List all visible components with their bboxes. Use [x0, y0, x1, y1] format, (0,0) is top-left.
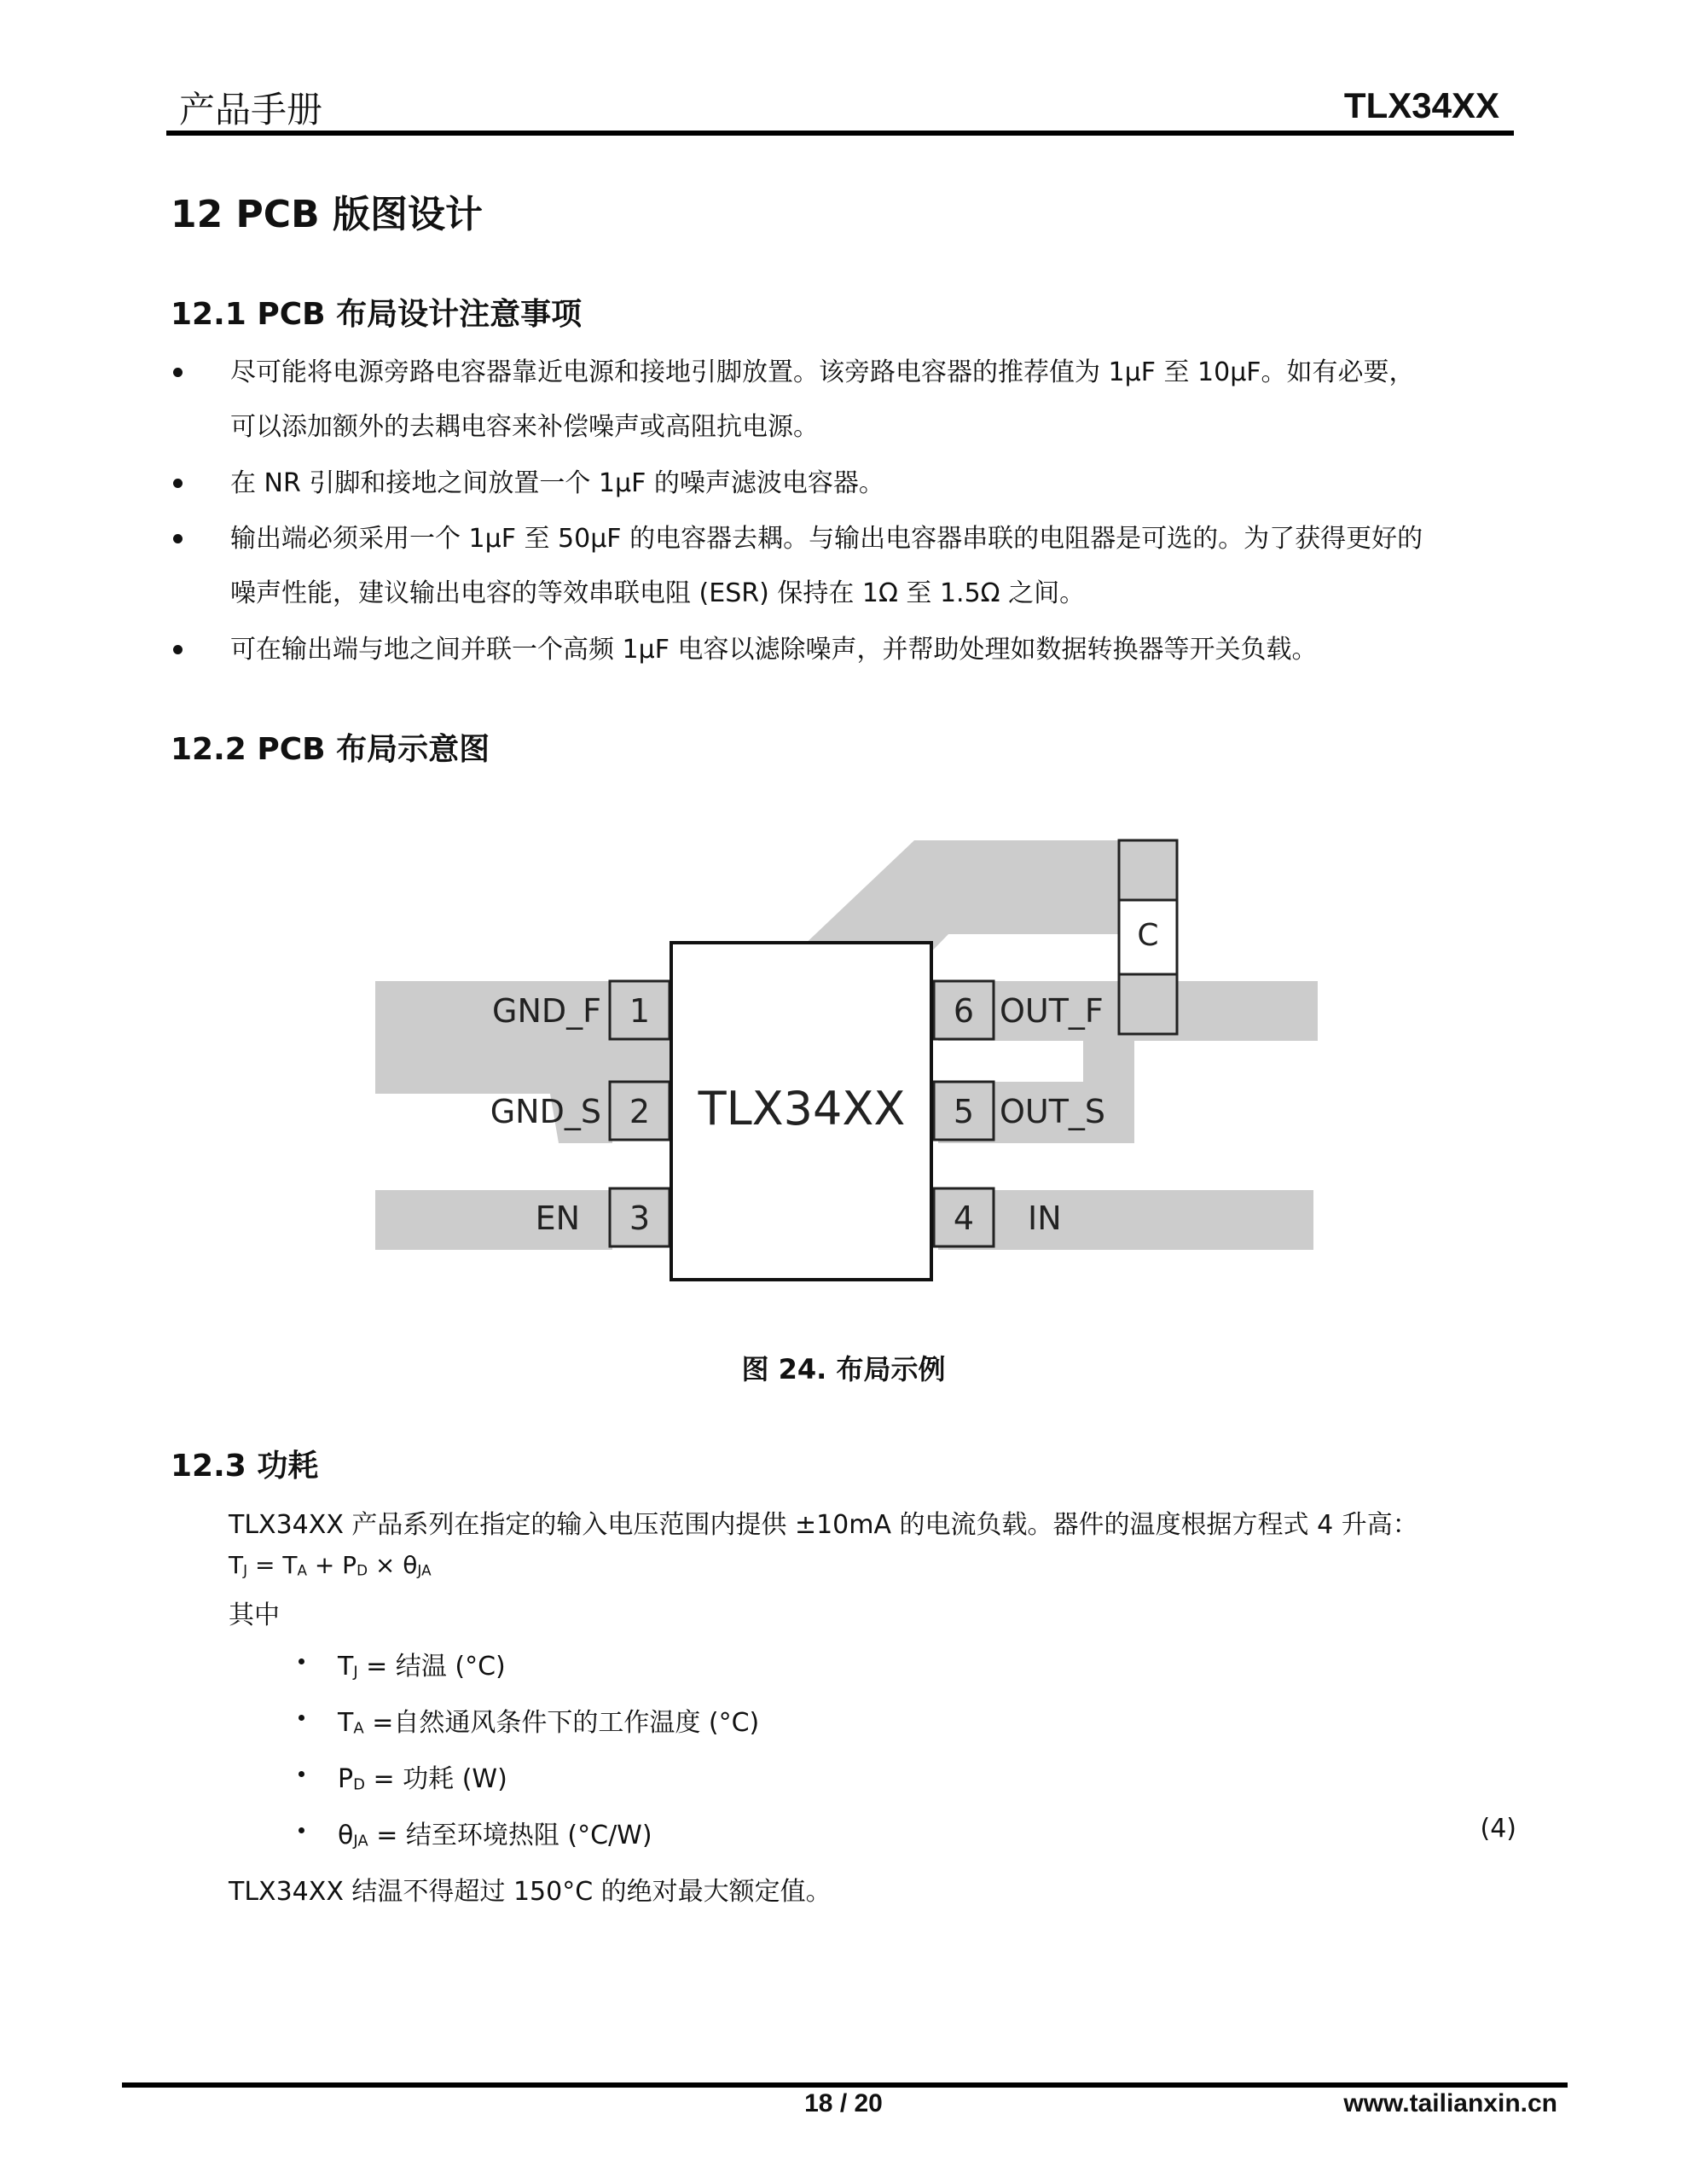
bullet-1-line-1: 尽可能将电源旁路电容器靠近电源和接地引脚放置。该旁路电容器的推荐值为 1µF 至 10µF。如有必要，: [230, 357, 1415, 387]
pin-4-number: 4: [953, 1199, 975, 1237]
pin-6-number: 6: [953, 992, 975, 1030]
eq-times-theta: × θ: [368, 1551, 418, 1579]
where-label: 其中: [229, 1600, 280, 1630]
chip-label: TLX34XX: [698, 1082, 906, 1136]
footer-website: www.tailianxin.cn: [1343, 2089, 1557, 2117]
def-tj-t: T: [338, 1652, 354, 1682]
capacitor: [1119, 840, 1177, 1034]
pin-5-label: OUT_S: [1000, 1093, 1106, 1130]
list-dot: [299, 1771, 304, 1777]
list-dot: [299, 1658, 304, 1664]
bullet-3-line-1: 输出端必须采用一个 1µF 至 50µF 的电容器去耦。与输出电容器串联的电阻器是可选的。为了获得更好的: [230, 524, 1423, 554]
eq-sub-a: A: [297, 1561, 307, 1579]
bullet-3-line-2: 噪声性能，建议输出电容的等效串联电阻 (ESR) 保持在 1Ω 至 1.5Ω 之间。: [230, 578, 1086, 608]
bullet-1-line-2: 可以添加额外的去耦电容来补偿噪声或高阻抗电源。: [230, 412, 819, 442]
pin-1-label: GND_F: [492, 992, 601, 1030]
def-pd: [338, 1757, 507, 1795]
power-intro: TLX34XX 产品系列在指定的输入电压范围内提供 ±10mA 的电流负载。器件的温度根据方程式 4 升高：: [229, 1510, 1418, 1540]
pin-3-number: 3: [629, 1199, 651, 1237]
def-tj-text: = 结温 (°C): [357, 1652, 506, 1682]
capacitor-pad-bottom: [1119, 974, 1177, 1034]
def-theta: [338, 1814, 652, 1851]
subsection-12-3-title: 12.3 功耗: [171, 1449, 319, 1484]
eq-sub-j: J: [243, 1561, 248, 1579]
header-part-number: TLX34XX: [1343, 85, 1499, 125]
pin-4-label: IN: [1028, 1199, 1062, 1237]
header-doc-type: 产品手册: [179, 89, 323, 131]
pin-2-number: 2: [629, 1093, 651, 1130]
def-ta: [338, 1701, 759, 1739]
figure-caption: 图 24. 布局示例: [741, 1353, 946, 1385]
subsection-12-1-title: 12.1 PCB 布局设计注意事项: [171, 297, 583, 332]
def-pd-p: P: [338, 1764, 354, 1794]
def-ta-t: T: [338, 1708, 354, 1738]
final-note: TLX34XX 结温不得超过 150°C 的绝对最大额定值。: [229, 1877, 832, 1907]
pin-3-label: EN: [535, 1199, 580, 1237]
def-pd-sub: D: [353, 1775, 365, 1794]
pin-6-label: OUT_F: [1000, 992, 1104, 1030]
def-ta-sub: A: [353, 1719, 364, 1738]
pin-5-number: 5: [953, 1093, 975, 1130]
eq-eq-ta: = T: [247, 1551, 298, 1579]
def-ta-text: =自然通风条件下的工作温度 (°C): [363, 1708, 760, 1738]
pin-2-label: GND_S: [490, 1093, 601, 1130]
capacitor-label: C: [1137, 918, 1159, 953]
def-tj-sub: J: [353, 1663, 358, 1682]
capacitor-pad-top: [1119, 840, 1177, 900]
def-theta-t: θ: [338, 1821, 354, 1850]
pin-1-number: 1: [629, 992, 651, 1030]
footer-rule: [122, 2082, 1568, 2088]
def-tj: [338, 1645, 506, 1682]
def-pd-text: = 功耗 (W): [364, 1764, 507, 1794]
eq-sub-d: D: [357, 1561, 368, 1579]
section-title: 12 PCB 版图设计: [171, 193, 483, 236]
eq-plus-p: + P: [306, 1551, 357, 1579]
page-number: 18 / 20: [804, 2089, 883, 2117]
equation-number: (4): [1480, 1814, 1516, 1844]
bullet-4: 可在输出端与地之间并联一个高频 1µF 电容以滤除噪声，并帮助处理如数据转换器等开关负载。: [230, 635, 1318, 665]
eq-t: T: [229, 1551, 244, 1579]
list-dot: [299, 1827, 304, 1833]
def-theta-sub: JA: [353, 1832, 368, 1850]
bullet-2: 在 NR 引脚和接地之间放置一个 1µF 的噪声滤波电容器。: [230, 468, 884, 498]
list-dot: [299, 1715, 304, 1721]
subsection-12-2-title: 12.2 PCB 布局示意图: [171, 732, 490, 767]
equation: [229, 1551, 432, 1579]
eq-sub-ja: JA: [417, 1561, 432, 1579]
def-theta-text: = 结至环境热阻 (°C/W): [368, 1821, 652, 1850]
